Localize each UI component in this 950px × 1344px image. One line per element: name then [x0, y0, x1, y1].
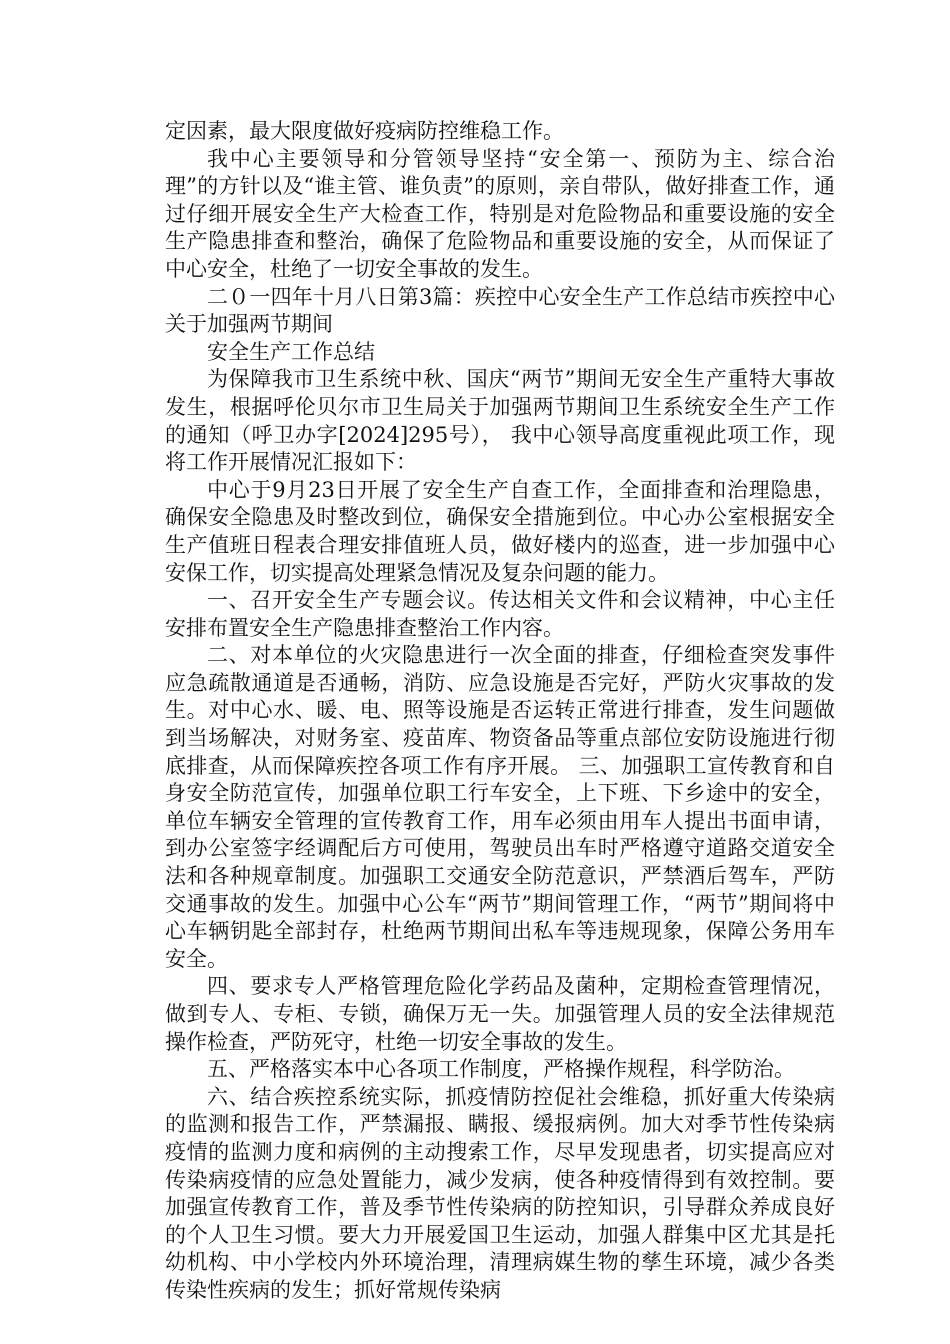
- paragraph-leadership: 我中心主要领导和分管领导坚持“安全第一、预防为主、综合治理”的方针以及“谁主管、谁负责”的原则，亲自带队，做好排查工作，通过仔细开展安全生产大检查工作，特别是对危险物品和重要设施的安全生产隐患排查和整治，确保了危险物品和重要设施的安全，从而保证了中心安全，杜绝了一切安全事故的发生。: [165, 146, 835, 281]
- paragraph-continuation: 定因素，最大限度做好疫病防控维稳工作。: [165, 119, 564, 143]
- paragraph-item-1: 一、召开安全生产专题会议。传达相关文件和会议精神，中心主任安排布置安全生产隐患排查整治工作内容。: [165, 588, 835, 640]
- paragraph-item-5: 五、严格落实本中心各项工作制度，严格操作规程，科学防治。: [207, 1057, 795, 1082]
- paragraph-item-4: 四、要求专人严格管理危险化学药品及菌种，定期检查管理情况，做到专人、专柜、专锁，确保万无一失。加强管理人员的安全法律规范操作检查，严防死守，杜绝一切安全事故的发生。: [165, 974, 835, 1054]
- paragraph-item-6: 六、结合疾控系统实际，抓疫情防控促社会维稳，抓好重大传染病的监测和报告工作，严禁漏报、瞒报、缓报病例。加大对季节性传染病疫情的监测力度和病例的主动搜索工作，尽早发现患者，切实提高应对传染病疫情的应急处置能力，减少发病，使各种疫情得到有效控制。要加强宣传教育工作，普及季节性传染病的防控知识，引导群众养成良好的个人卫生习惯。要大力开展爱国卫生运动，加强人群集中区尤其是托幼机构、中小学校内外环境治理，清理病媒生物的孳生环境，减少各类传染性疾病的发生；抓好常规传染病: [165, 1084, 835, 1302]
- paragraph-subtitle: 安全生产工作总结: [207, 339, 375, 364]
- paragraph-intro: 为保障我市卫生系统中秋、国庆“两节”期间无安全生产重特大事故发生，根据呼伦贝尔市卫生局关于加强两节期间卫生系统安全生产工作的通知（呼卫办字[2024]295号）， 我中心领导高度重视此项工作，现将工作开展情况汇报如下：: [165, 367, 835, 475]
- paragraph-date-and-heading: 二０一四年十月八日第3篇：疾控中心安全生产工作总结市疾控中心关于加强两节期间: [165, 284, 835, 337]
- document-body: [165, 118, 835, 1305]
- paragraph-item-2-3: 二、对本单位的火灾隐患进行一次全面的排查，仔细检查突发事件应急疏散通道是否通畅，消防、应急设施是否完好，严防火灾事故的发生。对中心水、暖、电、照等设施是否运转正常进行排查，发生问题做到当场解决，对财务室、疫苗库、物资备品等重点部位安防设施进行彻底排查，从而保障疾控各项工作有序开展。 三、加强职工宣传教育和自身安全防范宣传，加强单位职工行车安全，上下班、下乡途中的安全，单位车辆安全管理的宣传教育工作，用车必须由用车人提出书面申请，到办公室签字经调配后方可使用，驾驶员出车时严格遵守道路交道安全法和各种规章制度。加强职工交通安全防范意识，严禁酒后驾车，严防交通事故的发生。加强中心公车“两节”期间管理工作，“两节”期间将中心车辆钥匙全部封存，杜绝两节期间出私车等违规现象，保障公务用车安全。: [165, 643, 835, 971]
- paragraph-self-inspection: 中心于9月23日开展了安全生产自查工作，全面排查和治理隐患，确保安全隐患及时整改到位，确保安全措施到位。中心办公室根据安全生产值班日程表合理安排值班人员，做好楼内的巡查，进一步加强中心安保工作，切实提高处理紧急情况及复杂问题的能力。: [165, 477, 835, 585]
